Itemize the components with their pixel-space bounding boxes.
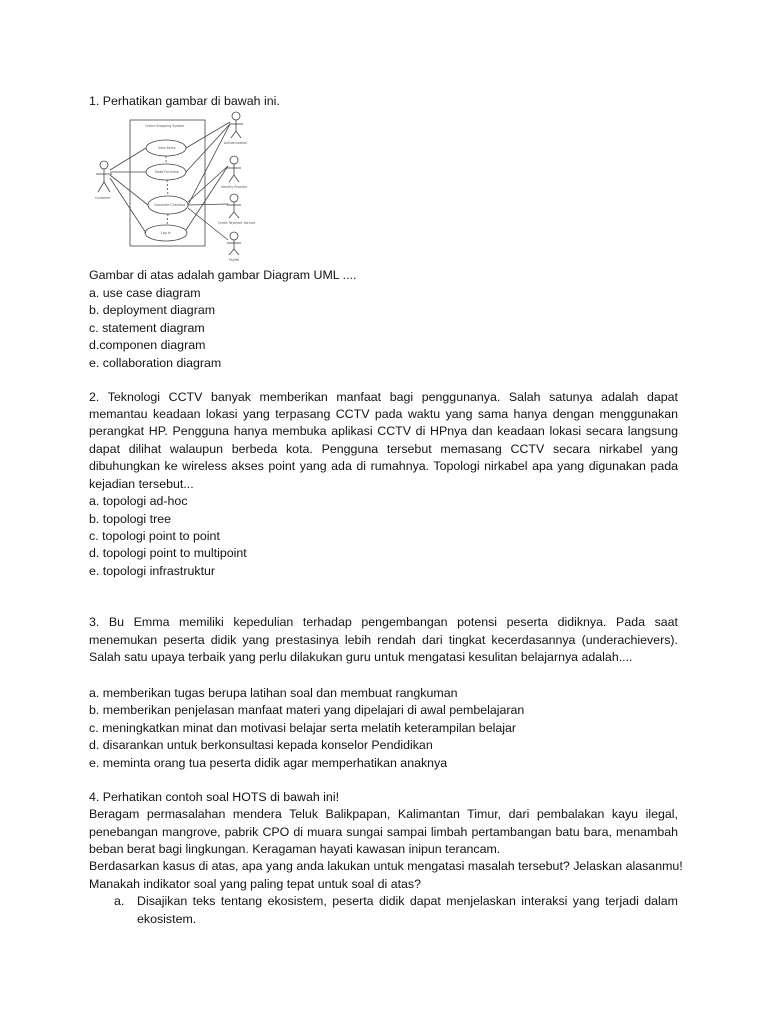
q4-line-3: beban berat bagi lingkungan. Keragaman hayati kawasan inipun terancam. — [89, 842, 501, 856]
label-uc4: Log In — [161, 231, 171, 235]
q2-option-d: d. topologi point to multipoint — [89, 546, 247, 560]
q4-line-5: Manakah indikator soal yang paling tepat untuk soal di atas? — [89, 877, 422, 891]
q1-option-b: b. deployment diagram — [89, 303, 216, 317]
q1-stem: 1. Perhatikan gambar di bawah ini. — [89, 94, 280, 108]
system-boundary — [130, 120, 205, 246]
q2-line-3: perangkat HP. Pengguna hanya membuka aplikasi CCTV di HPnya dan keadaan lokasi secara langsung — [89, 424, 678, 438]
q2-option-b: b. topologi tree — [89, 512, 171, 526]
q2-option-a: a. topologi ad-hoc — [89, 494, 188, 508]
label-uc2: Make Purchase — [155, 170, 179, 174]
q3-line-3: Salah satu upaya terbaik yang perlu dilakukan guru untuk mengatasi kesulitan belajarnya adalah.... — [89, 650, 633, 664]
q2-line-1: 2. Teknologi CCTV banyak memberikan manfaat bagi penggunanya. Salah satunya adalah dapat — [89, 390, 678, 404]
label-system: Online Shopping System — [145, 124, 185, 128]
q4-line-1: Beragam permasalahan mendera Teluk Balikpapan, Kalimantan Timur, dari pembalakan kayu ilegal, — [89, 807, 678, 821]
actor-paypal-icon — [227, 232, 241, 255]
q4-stem: 4. Perhatikan contoh soal HOTS di bawah ini! — [89, 790, 340, 804]
q3-option-a: a. memberikan tugas berupa latihan soal dan membuat rangkuman — [89, 686, 458, 700]
q1-option-d: d.componen diagram — [89, 338, 206, 352]
q1-option-a: a. use case diagram — [89, 286, 201, 300]
label-actor4: PayPal — [229, 258, 240, 262]
q1-option-e: e. collaboration diagram — [89, 356, 222, 370]
q4-line-2: penebangan mangrove, pabrik CPO di muara sungai sampai limbah pertambangan batu bara, menambah — [89, 825, 678, 839]
label-actor3: Credit Payment Service — [218, 221, 256, 225]
q3-line-2: menemukan peserta didik yang prestasinya lebih rendah dari tingkat kecerdasannya (underachievers). — [89, 633, 678, 647]
q2-line-5: dibuhungkan ke wireless akses point yang ada di rumahnya. Topologi nirkabel apa yang digunakan pada — [89, 459, 678, 473]
actor-identity-provider-icon — [227, 156, 241, 182]
q4-option-a-line-2: ekosistem. — [137, 912, 197, 926]
label-actor2: Identity Provider — [221, 185, 248, 189]
actor-credit-payment-icon — [227, 194, 241, 218]
q3-option-d: d. disarankan untuk berkonsultasi kepada konselor Pendidikan — [89, 738, 433, 752]
q3-option-c: c. meningkatkan minat dan motivasi belajar serta melatih keterampilan belajar — [89, 721, 516, 735]
q1-question: Gambar di atas adalah gambar Diagram UML .... — [89, 268, 357, 282]
actor-authentication-icon — [229, 112, 243, 138]
q2-line-4: dapat dilihat walaupun berbeda kota. Pengguna tersebut memasang CCTV secara nirkabel yang — [89, 442, 678, 456]
actor-customer-icon — [96, 161, 112, 192]
q3-option-e: e. meminta orang tua peserta didik agar memperhatikan anaknya — [89, 756, 448, 770]
q2-option-e: e. topologi infrastruktur — [89, 564, 216, 578]
label-uc1: View Items — [158, 146, 176, 150]
q4-line-4: Berdasarkan kasus di atas, apa yang anda lakukan untuk mengatasi masalah tersebut? Jelaskan alasanmu! — [89, 859, 683, 873]
q1-option-c: c. statement diagram — [89, 321, 205, 335]
label-uc3: Complete Checkout — [154, 203, 186, 207]
q4-option-a-marker: a. — [114, 894, 125, 908]
q2-line-6: kejadian tersebut... — [89, 477, 194, 491]
label-actor1: Authentication — [224, 141, 248, 145]
q2-line-2: memantau keadaan lokasi yang terpasang CCTV pada waktu yang sama hanya dengan menggunakan — [89, 407, 678, 421]
q3-line-1: 3. Bu Emma memiliki kepedulian terhadap pengembangan potensi peserta didiknya. Pada saat — [89, 615, 678, 629]
q4-option-a-line-1: Disajikan teks tentang ekosistem, peserta didik dapat menjelaskan interaksi yang terjadi dalam — [137, 894, 678, 908]
uml-use-case-diagram — [88, 110, 258, 262]
q3-option-b: b. memberikan penjelasan manfaat materi yang dipelajari di awal pembelajaran — [89, 703, 525, 717]
q2-option-c: c. topologi point to point — [89, 529, 220, 543]
label-actor-left: Customer — [95, 196, 111, 200]
